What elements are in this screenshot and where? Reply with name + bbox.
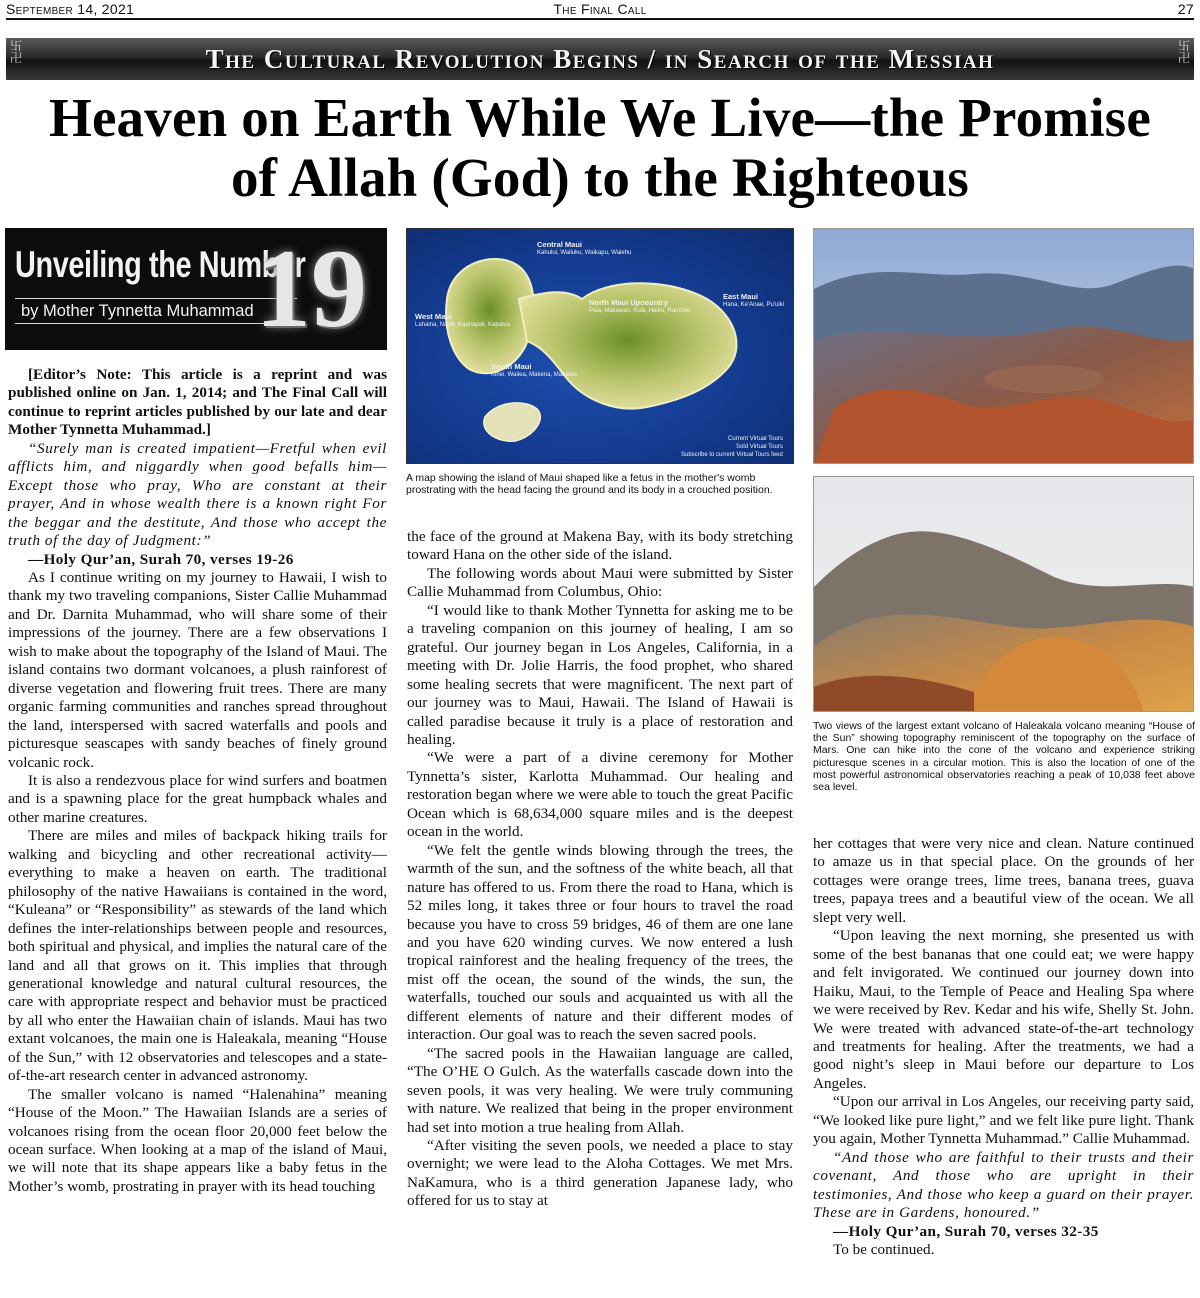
article-paragraph: There are miles and miles of backpack hiking trails for walking and bicycling and other recreational activity—everything to make a heaven on earth. The traditional philosophy of the native Hawaiians is contained in the word, “Kuleana” or “Responsibility” as stewards of the land which defines the inter-relationships between people and resources, both spiritual and physical, and implies the natural care of the land and all that grows on it. This implies that through generational knowledge and natural cultural resources, the care with appropriate respect and behavior must be practiced by all who enter the Hawaiian chain of islands. Maui has two extant volcanoes, the main one is Haleakala, meaning “House of the Sun,” with 12 observatories and telescopes and a state-of-the-art research center in advanced astronomy.	[8, 827, 387, 1085]
headline-line-1: Heaven on Earth While We Live—the Promise	[48, 87, 1152, 148]
map-label-north: North Maui Upcountry Paia, Makawao, Kula, Haiku, Ranches	[589, 298, 692, 314]
article-paragraph: “Upon leaving the next morning, she presented us with some of the best bananas that one could eat; we were happy and felt invigorated. We continued our journey down into Haiku, Maui, to the Temple of Peace and Healing Spa where we were received by Rev. Kedar and his wife, Shelly St. John. We were treated with advanced state-of-the-art technology and treatments for healing. After the treatments, we had a good night’s sleep in Maui before our departure to Los Angeles.	[813, 927, 1194, 1092]
issue-date: September 14, 2021	[6, 1, 135, 17]
article-paragraph: “After visiting the seven pools, we needed a place to stay overnight; we were lead to the Aloha Cottages. We met Mrs. NaKamura, who is a third generation Japanese lady, who offered for us to stay at	[407, 1136, 793, 1210]
publication-name: The Final Call	[553, 1, 647, 17]
article-column-1	[8, 366, 387, 1196]
article-column-2	[407, 528, 793, 1211]
opening-quote-attribution: —Holy Qur’an, Surah 70, verses 19-26	[28, 550, 294, 568]
haleakala-photo-2	[813, 476, 1194, 712]
article-paragraph: As I continue writing on my journey to Hawaii, I wish to thank my two traveling companions, Sister Callie Muhammad and Dr. Darnita Muhammad, who will share some of their impressions of the journey. There are a few observations I wish to make about the topography of the Island of Maui. The island contains two dormant volcanoes, a plush rainforest of diverse vegetation and flowering fruit trees. There are many organic farming communities and ranches spread throughout the land, interspersed with sacred waterfalls and pools and picturesque seascapes with sandy beaches of finely ground volcanic rock.	[8, 568, 387, 771]
article-column-3	[813, 835, 1194, 1259]
series-title: The Cultural Revolution Begins / in Search of the Messiah	[205, 43, 995, 74]
map-label-central: Central Maui Kahului, Wailuku, Waikapu, Waiehu	[537, 240, 632, 256]
banner-ornament-icon: 卐 卍	[1177, 39, 1190, 65]
column-logo-number: 19	[255, 228, 367, 350]
article-paragraph: the face of the ground at Makena Bay, with its body stretching toward Hana on the other side of the island.	[407, 528, 793, 564]
article-paragraph: “We were a part of a divine ceremony for Mother Tynnetta’s sister, Karlotta Muhammad. Our healing and restoration began where we were able to touch the great Pacific Ocean which is 68,634,000 square miles and is the deepest ocean in the world.	[407, 749, 793, 841]
page-number: 27	[1177, 1, 1194, 17]
map-legend: Current Virtual Tours Sold Virtual Tours Subscribe to current Virtual Tours feed	[681, 436, 783, 458]
headline-line-2: of Allah (God) to the Righteous	[230, 147, 970, 208]
article-paragraph: The smaller volcano is named “Halenahina” meaning “House of the Moon.” The Hawaiian Islands are a series of volcanoes rising from the ocean floor 20,000 feet below the ocean surface. When looking at a map of the island of Maui, we will note that its shape appears like a baby fetus in the Mother’s womb, prostrating in prayer with its head touching	[8, 1085, 387, 1195]
article-paragraph: It is also a rendezvous place for wind surfers and boatmen and is a spawning place for the great humpback whales and other marine creatures.	[8, 771, 387, 826]
running-head	[6, 0, 1194, 20]
article-paragraph: “I would like to thank Mother Tynnetta for asking me to be a traveling companion on this journey of healing, I am so grateful. Our journey began in Los Angeles, California, in a meeting with Dr. Jolie Harris, the food prophet, who shared some healing secrets that were magnificent. The next part of our journey was to Maui, Hawaii. The Island of Hawaii is called paradise because it truly is a place of restoration and healing.	[407, 601, 793, 748]
series-banner	[6, 38, 1194, 80]
article-paragraph: The following words about Maui were submitted by Sister Callie Muhammad from Columbus, Ohio:	[407, 564, 793, 601]
map-label-west: West Maui Lahaina, Napili, Kaanapali, Kapalua	[415, 312, 511, 328]
column-logo-title: Unveiling the Number	[15, 244, 306, 285]
banner-ornament-icon: 卐 卍	[9, 39, 22, 65]
article-headline	[0, 88, 1200, 208]
column-logo	[5, 228, 387, 350]
maui-island-shape	[407, 229, 794, 464]
column-logo-byline: by Mother Tynnetta Muhammad	[15, 298, 297, 324]
closing-quote: “And those who are faithful to their trusts and their covenant, And those who are upright in their testimonies, And those who keep a guard on their prayer. These are in Gardens, honoured.”	[813, 1148, 1194, 1222]
article-paragraph: “We felt the gentle winds blowing through the trees, the warmth of the sun, and the softness of the white beach, all that nature has offered to us. From there the road to Hana, which is 52 miles long, it takes three or four hours to travel the road because you have to cross 59 bridges, 46 of them are one lane and you have 620 winding curves. We now entered a lush tropical rainforest and the healing frequency of the trees, the mist off the ocean, the sound of the winds, the sun, the waterfalls, touched our souls and acquainted us with all the different elements of nature and their different modes of interaction. Our goal was to reach the seven sacred pools.	[407, 841, 793, 1044]
closing-quote-attribution: —Holy Qur’an, Surah 70, verses 32-35	[833, 1222, 1099, 1240]
map-label-east: East Maui Hana, Ke'Anae, Pu'uiki	[723, 292, 784, 308]
editors-note: [Editor’s Note: This article is a reprint and was published online on Jan. 1, 2014; and The Final Call will continue to reprint articles published by our late and dear Mother Tynnetta Muhammad.]	[8, 366, 387, 439]
map-label-south: South Maui Kihei, Wailea, Makena, Maalaea	[491, 362, 577, 378]
volcano-photos-caption: Two views of the largest extant volcano of Haleakala volcano meaning “House of the Sun” showing topography reminiscent of the topography on the surface of Mars. One can hike into the cone of the volcano and experience striking picturesque scenes in a circular motion. This is also the location of one of the most powerful astronomical observatories reaching a peak of 10,038 feet above sea level.	[813, 720, 1195, 794]
map-caption: A map showing the island of Maui shaped like a fetus in the mother's womb prostrating with the head facing the ground and its body in a crouched position.	[406, 472, 773, 497]
haleakala-photo-1	[813, 228, 1194, 464]
maui-map-image	[406, 228, 794, 464]
article-paragraph: “Upon our arrival in Los Angeles, our receiving party said, “We looked like pure light,” and we felt like pure light. Thank you again, Mother Tynnetta Muhammad.” Callie Muhammad.	[813, 1093, 1194, 1148]
opening-quote: “Surely man is created impatient—Fretful when evil afflicts him, and niggardly when good befalls him—Except those who pray, Who are constant at their prayer, And in whose wealth there is a known right For the beggar and the destitute, And those who accept the truth of the day of Judgment:”	[8, 439, 387, 550]
to-be-continued: To be continued.	[833, 1240, 935, 1258]
article-paragraph: “The sacred pools in the Hawaiian language are called, “The O’HE O Gulch. As the waterfalls cascade down into the seven pools, it was very healing. We were truly communing with nature. We realized that being in the proper environment had set into motion a true healing from Allah.	[407, 1044, 793, 1136]
article-paragraph: her cottages that were very nice and clean. Nature continued to amaze us in that special place. On the grounds of her cottages were orange trees, lime trees, banana trees, guava trees, papaya trees and a beautiful view of the ocean. We all slept very well.	[813, 835, 1194, 926]
